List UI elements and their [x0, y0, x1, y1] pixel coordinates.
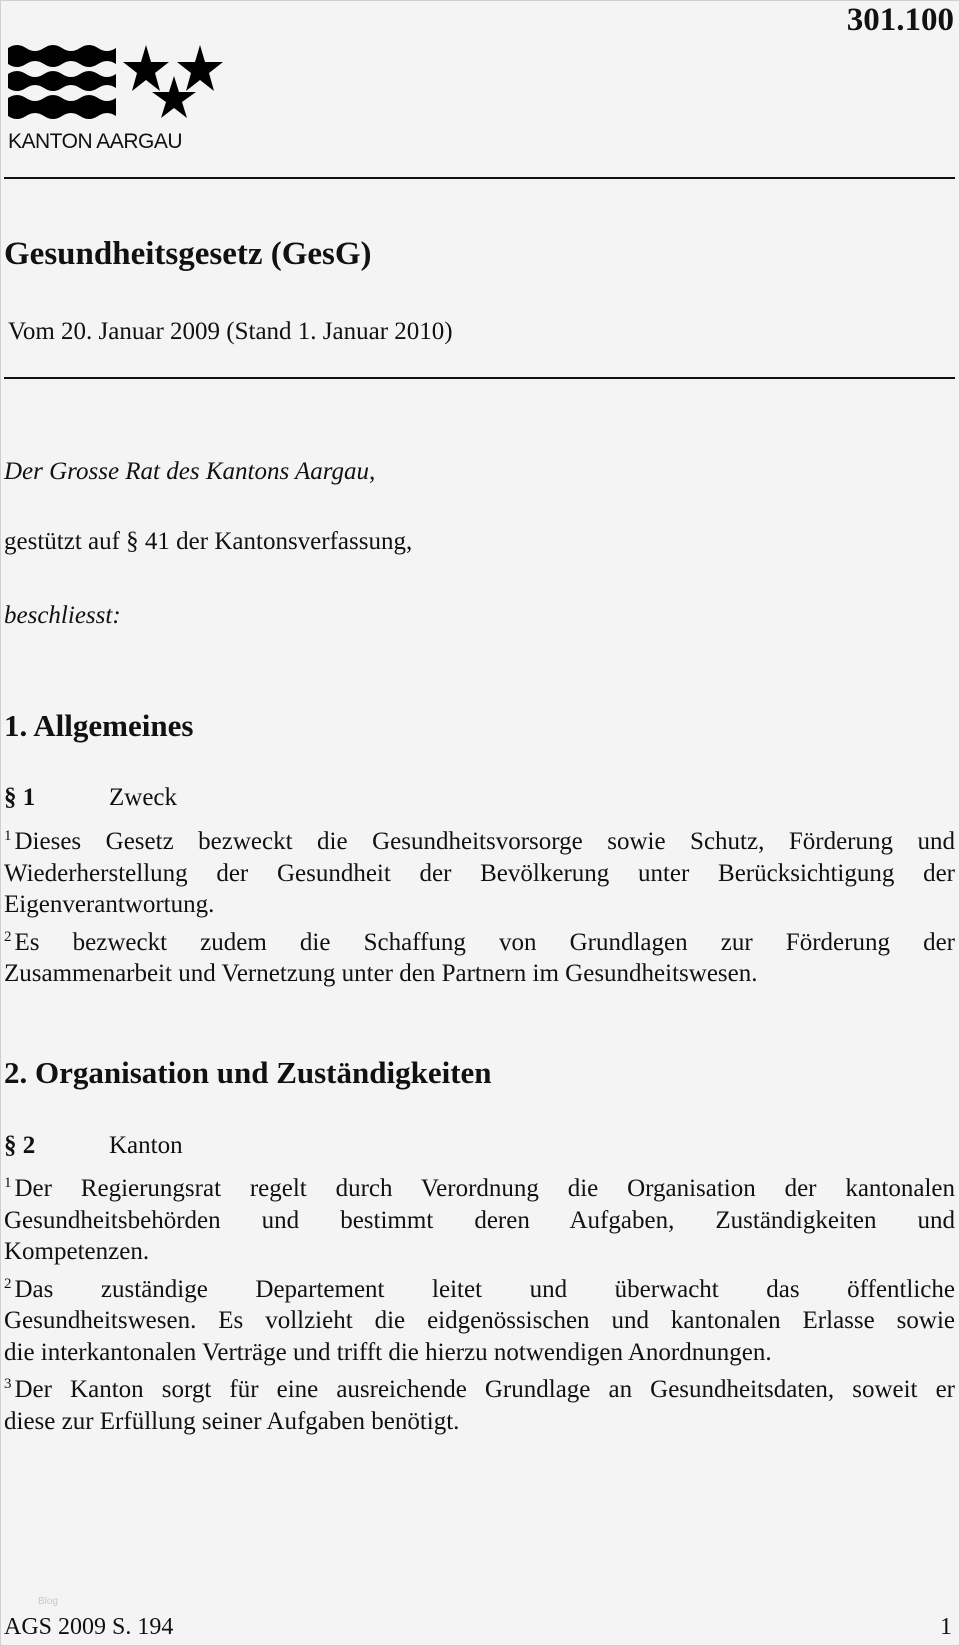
paragraph-number: § 2: [4, 1132, 36, 1159]
line-text: Kompetenzen.: [4, 1238, 150, 1265]
line-text: Das zuständige Departement leitet und überwacht das öffentliche: [14, 1275, 955, 1303]
line-text: Zusammenarbeit und Vernetzung unter den Partnern im Gesundheitswesen.: [4, 960, 758, 987]
text-line: [4, 1173, 955, 1205]
text-line: [4, 889, 955, 921]
line-text: die interkantonalen Verträge und trifft die hierzu notwendigen Anordnungen.: [4, 1338, 772, 1366]
line-text: Dieses Gesetz bezweckt die Gesundheitsvorsorge sowie Schutz, Förderung und: [14, 828, 955, 855]
line-text: Der Kanton sorgt für eine ausreichende Grundlage an Gesundheitsdaten, soweit er: [14, 1376, 955, 1403]
text-line: [4, 1205, 955, 1237]
line-text: Der Regierungsrat regelt durch Verordnung die Organisation der kantonalen: [14, 1175, 955, 1202]
subparagraph: [4, 1274, 955, 1369]
section-heading: 2. Organisation und Zuständigkeiten: [4, 1055, 492, 1090]
page-number: 1: [940, 1614, 952, 1640]
line-text: diese zur Erfüllung seiner Aufgaben benötigt.: [4, 1407, 460, 1435]
watermark: Blog: [38, 1596, 59, 1607]
kanton-aargau-logo: [8, 44, 228, 119]
footer-source: AGS 2009 S. 194: [4, 1614, 174, 1640]
paragraph-title: Kanton: [109, 1132, 183, 1159]
paragraph-body: [4, 1173, 955, 1437]
text-line: [4, 927, 955, 959]
section-heading: 1. Allgemeines: [4, 708, 194, 743]
text-line: [4, 1305, 955, 1337]
text-line: [4, 1337, 955, 1369]
header-divider: [4, 177, 955, 179]
text-line: [4, 1374, 955, 1406]
preamble-resolves: beschliesst:: [4, 602, 121, 629]
line-text: Eigenverantwortung.: [4, 891, 215, 918]
paragraph-title: Zweck: [109, 784, 178, 811]
paragraph-body: [4, 826, 955, 990]
subparagraph: [4, 1374, 955, 1437]
subparagraph-number: 2: [4, 928, 12, 945]
title-divider: [4, 377, 955, 379]
paragraph-heading: [4, 784, 177, 812]
text-line: [4, 858, 955, 890]
text-line: [4, 826, 955, 858]
subparagraph: [4, 1173, 955, 1268]
subparagraph-number: 1: [4, 828, 12, 844]
line-text: Es bezweckt zudem die Schaffung von Grundlagen zur Förderung der: [14, 928, 955, 956]
document-date: Vom 20. Januar 2009 (Stand 1. Januar 2010): [8, 318, 453, 345]
law-number: 301.100: [846, 2, 954, 38]
subparagraph-number: 3: [4, 1376, 12, 1392]
subparagraph-number: 1: [4, 1175, 12, 1191]
line-text: Wiederherstellung der Gesundheit der Bevölkerung unter Berücksichtigung der: [4, 859, 955, 887]
paragraph-number: § 1: [4, 784, 36, 811]
text-line: [4, 1236, 955, 1268]
text-line: [4, 1274, 955, 1306]
text-line: [4, 958, 955, 990]
document-title: Gesundheitsgesetz (GesG): [4, 236, 372, 272]
paragraph-heading: [4, 1132, 183, 1160]
text-line: [4, 1406, 955, 1438]
subparagraph: [4, 927, 955, 990]
line-text: Gesundheitswesen. Es vollzieht die eidgenössischen und kantonalen Erlasse sowie: [4, 1307, 955, 1334]
preamble-basis: gestützt auf § 41 der Kantonsverfassung,: [4, 528, 413, 555]
line-text: Gesundheitsbehörden und bestimmt deren Aufgaben, Zuständigkeiten und: [4, 1206, 955, 1234]
subparagraph: [4, 826, 955, 921]
subparagraph-number: 2: [4, 1275, 12, 1292]
preamble-authority: Der Grosse Rat des Kantons Aargau,: [4, 458, 376, 485]
logo-text: KANTON AARGAU: [8, 130, 182, 153]
